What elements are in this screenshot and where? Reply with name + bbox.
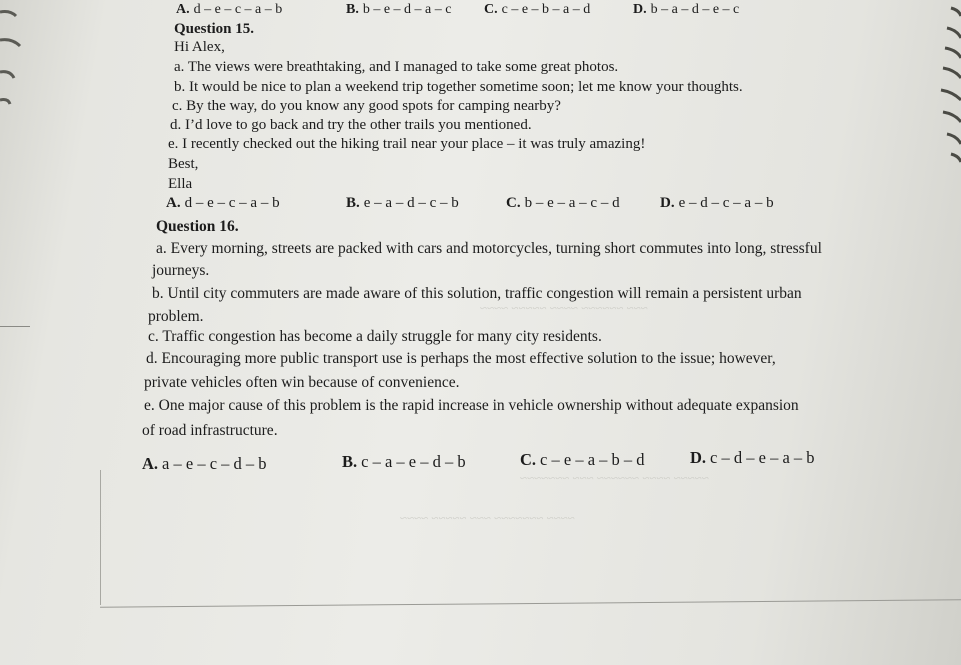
show-through-text: ~~~~ ~~~~~~~ ~~~ ~~~~~ ~~~~ (400, 510, 575, 525)
spiral-binding-decoration (921, 0, 961, 170)
letter-signature: Ella (168, 176, 193, 192)
option-a[interactable]: A. d – e – c – a – b (166, 195, 280, 211)
option-a[interactable]: A. d – e – c – a – b (176, 2, 283, 17)
option-c[interactable]: C. c – e – a – b – d (520, 450, 645, 469)
option-d[interactable]: D. e – d – c – a – b (660, 195, 774, 211)
option-a[interactable]: A. a – e – c – d – b (142, 454, 267, 473)
option-c[interactable]: C. c – e – b – a – d (484, 2, 591, 17)
option-b[interactable]: B. c – a – e – d – b (342, 452, 466, 471)
sentence-a: a. The views were breathtaking, and I managed to take some great photos. (174, 59, 619, 75)
sentence-a-cont: journeys. (152, 262, 210, 279)
option-b[interactable]: B. e – a – d – c – b (346, 195, 459, 211)
option-d[interactable]: D. b – a – d – e – c (633, 2, 740, 17)
sentence-c: c. By the way, do you know any good spots for camping nearby? (172, 98, 561, 114)
sentence-e-cont: of road infrastructure. (142, 422, 278, 439)
sentence-e: e. I recently checked out the hiking trail near your place – it was truly amazing! (168, 136, 646, 152)
sentence-d-cont: private vehicles often win because of convenience. (144, 374, 460, 391)
page-edge-line (100, 470, 101, 605)
option-c[interactable]: C. b – e – a – c – d (506, 195, 620, 211)
show-through-text: ~~~ ~~~~~~ ~~~~ ~~~~~ ~~~~ (480, 300, 648, 315)
sentence-d: d. Encouraging more public transport use is perhaps the most effective solution to the issue; however, (146, 350, 776, 367)
sentence-e: e. One major cause of this problem is the rapid increase in vehicle ownership without adequate expansion (144, 397, 799, 414)
letter-closing: Best, (168, 156, 199, 172)
sentence-b: b. It would be nice to plan a weekend trip together sometime soon; let me know your thoughts. (174, 79, 743, 95)
sentence-b: b. Until city commuters are made aware of this solution, traffic congestion will remain a persistent urban (152, 285, 802, 302)
option-b[interactable]: B. b – e – d – a – c (346, 2, 452, 17)
question-heading: Question 15. (174, 21, 255, 37)
sentence-d: d. I’d love to go back and try the other trails you mentioned. (170, 117, 532, 133)
page-edge-line (100, 599, 961, 608)
show-through-text: ~~~~~ ~~~~ ~~~~~~ ~~~ ~~~~~~~ (520, 470, 709, 485)
sentence-c: c. Traffic congestion has become a daily struggle for many city residents. (148, 328, 602, 345)
sentence-b-cont: problem. (148, 308, 204, 325)
margin-mark (0, 326, 30, 327)
letter-greeting: Hi Alex, (174, 39, 225, 55)
sentence-a: a. Every morning, streets are packed with cars and motorcycles, turning short commutes into long, stressful (156, 240, 822, 257)
option-d[interactable]: D. c – d – e – a – b (690, 448, 815, 467)
question-heading: Question 16. (156, 218, 239, 235)
left-binding-decoration (0, 0, 30, 110)
